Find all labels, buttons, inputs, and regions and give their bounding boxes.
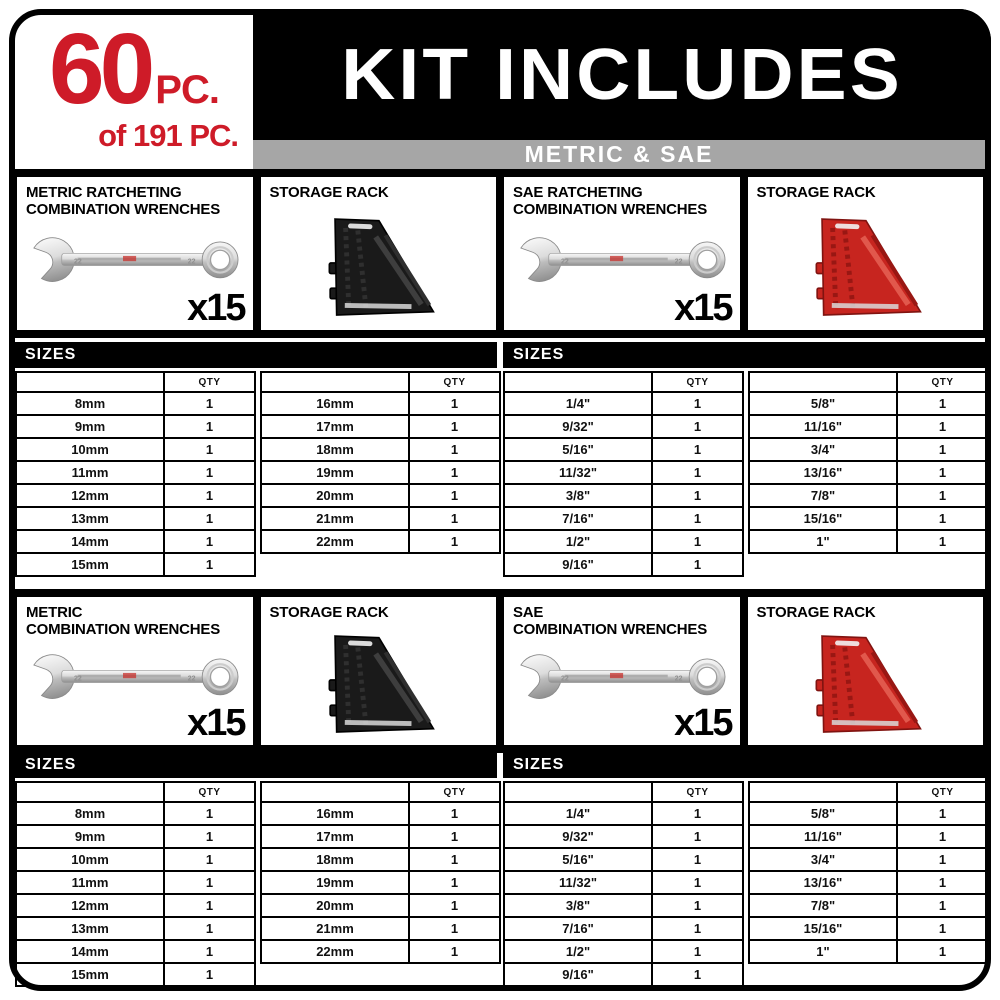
table-header-row [504, 782, 743, 802]
panel-title-line: SAE [513, 604, 544, 621]
size-row [749, 802, 988, 825]
sizes-header: SIZES [503, 752, 985, 778]
qty-cell: 1 [897, 940, 988, 963]
size-cell: 11/32" [504, 871, 652, 894]
qty-col-header: QTY [897, 782, 988, 802]
size-cell: 15mm [16, 553, 164, 576]
qty-cell: 1 [897, 438, 988, 461]
size-row [16, 917, 255, 940]
size-cell: 15/16" [749, 507, 897, 530]
product-panel-row [9, 169, 991, 338]
qty-cell: 1 [897, 392, 988, 415]
piece-count [49, 13, 219, 125]
size-row [749, 415, 988, 438]
table-header-row [16, 782, 255, 802]
panel-title [26, 605, 249, 638]
size-row [16, 484, 255, 507]
size-row [261, 530, 500, 553]
size-cell: 11/32" [504, 461, 652, 484]
qty-cell: 1 [164, 871, 255, 894]
qty-cell: 1 [409, 438, 500, 461]
size-cell: 7/8" [749, 484, 897, 507]
size-cell: 11mm [16, 871, 164, 894]
qty-cell: 1 [652, 802, 743, 825]
size-cell: 3/4" [749, 438, 897, 461]
svg-text:22: 22 [675, 257, 683, 265]
size-row [261, 484, 500, 507]
size-col-header [749, 782, 897, 802]
size-cell: 13mm [16, 507, 164, 530]
storage-rack-red-icon [796, 206, 934, 328]
combination-wrench-icon [512, 648, 731, 706]
size-cell: 17mm [261, 825, 409, 848]
size-row [749, 825, 988, 848]
size-row [261, 461, 500, 484]
size-row [16, 507, 255, 530]
qty-cell: 1 [409, 871, 500, 894]
qty-cell: 1 [897, 461, 988, 484]
size-row [261, 940, 500, 963]
sizes-group [15, 752, 497, 987]
qty-cell: 1 [409, 461, 500, 484]
qty-col-header: QTY [164, 782, 255, 802]
product-panel-row [9, 589, 991, 753]
size-cell: 9mm [16, 415, 164, 438]
combination-wrench-icon [25, 648, 244, 706]
size-cell: 20mm [261, 894, 409, 917]
sizes-table [15, 371, 256, 577]
size-cell: 14mm [16, 530, 164, 553]
sizes-subtables [503, 371, 985, 577]
qty-cell: 1 [164, 940, 255, 963]
size-cell: 9/32" [504, 415, 652, 438]
qty-cell: 1 [409, 392, 500, 415]
qty-cell: 1 [897, 848, 988, 871]
size-row [16, 848, 255, 871]
size-cell: 9/16" [504, 963, 652, 986]
quantity-label: x15 [187, 287, 245, 329]
size-row [749, 530, 988, 553]
size-row [504, 484, 743, 507]
qty-cell: 1 [652, 415, 743, 438]
qty-cell: 1 [897, 871, 988, 894]
svg-text:22: 22 [188, 257, 196, 265]
size-col-header [749, 372, 897, 392]
qty-cell: 1 [164, 894, 255, 917]
panel-title-line: STORAGE RACK [269, 604, 389, 621]
size-cell: 14mm [16, 940, 164, 963]
panel-title-line: SAE RATCHETING [513, 184, 643, 201]
product-panel [748, 597, 984, 745]
size-cell: 9/32" [504, 825, 652, 848]
size-row [504, 507, 743, 530]
size-cell: 11/16" [749, 825, 897, 848]
size-cell: 10mm [16, 438, 164, 461]
size-row [261, 848, 500, 871]
quantity-label: x15 [674, 287, 732, 329]
size-col-header [504, 782, 652, 802]
qty-cell: 1 [652, 871, 743, 894]
panel-title-line: STORAGE RACK [756, 184, 876, 201]
size-cell: 12mm [16, 484, 164, 507]
product-panel [504, 597, 740, 745]
qty-cell: 1 [409, 940, 500, 963]
size-row [504, 802, 743, 825]
metric-sae-label: METRIC & SAE [524, 141, 714, 167]
sizes-group [15, 342, 497, 577]
svg-text:22: 22 [74, 257, 83, 265]
size-row [504, 392, 743, 415]
size-cell: 5/16" [504, 848, 652, 871]
quantity-label: x15 [674, 702, 732, 744]
qty-cell: 1 [164, 802, 255, 825]
size-cell: 5/8" [749, 802, 897, 825]
svg-text:22: 22 [561, 257, 570, 265]
table-header-row [261, 782, 500, 802]
panel-title [513, 185, 736, 218]
size-col-header [16, 782, 164, 802]
size-cell: 22mm [261, 530, 409, 553]
size-cell: 1" [749, 530, 897, 553]
size-cell: 17mm [261, 415, 409, 438]
size-row [504, 940, 743, 963]
size-row [504, 553, 743, 576]
size-row [16, 802, 255, 825]
sizes-section [15, 752, 985, 987]
size-row [504, 871, 743, 894]
svg-text:22: 22 [188, 675, 196, 683]
qty-cell: 1 [164, 484, 255, 507]
size-row [504, 917, 743, 940]
size-cell: 3/4" [749, 848, 897, 871]
qty-cell: 1 [409, 802, 500, 825]
size-row [504, 461, 743, 484]
size-row [504, 415, 743, 438]
size-row [261, 415, 500, 438]
qty-cell: 1 [652, 484, 743, 507]
panel-title-line: COMBINATION WRENCHES [26, 200, 221, 218]
size-cell: 15mm [16, 963, 164, 986]
qty-col-header: QTY [652, 782, 743, 802]
qty-cell: 1 [409, 894, 500, 917]
qty-cell: 1 [652, 530, 743, 553]
panel-title-line: METRIC RATCHETING [26, 184, 182, 201]
size-cell: 1/4" [504, 392, 652, 415]
size-cell: 21mm [261, 507, 409, 530]
size-cell: 19mm [261, 461, 409, 484]
panel-title-line: COMBINATION WRENCHES [26, 620, 221, 638]
size-row [504, 848, 743, 871]
sizes-header: SIZES [503, 342, 985, 368]
qty-cell: 1 [897, 530, 988, 553]
size-row [749, 438, 988, 461]
size-row [16, 963, 255, 986]
table-header-row [261, 372, 500, 392]
size-row [16, 530, 255, 553]
size-col-header [261, 372, 409, 392]
panel-title [513, 605, 736, 638]
product-panel [504, 177, 740, 330]
qty-cell: 1 [164, 917, 255, 940]
product-panel [261, 597, 497, 745]
qty-cell: 1 [409, 848, 500, 871]
qty-cell: 1 [652, 917, 743, 940]
sizes-table [748, 781, 989, 964]
size-row [261, 917, 500, 940]
svg-text:22: 22 [74, 675, 83, 683]
svg-text:22: 22 [561, 675, 570, 683]
size-row [504, 530, 743, 553]
qty-cell: 1 [409, 415, 500, 438]
size-cell: 5/8" [749, 392, 897, 415]
size-cell: 9mm [16, 825, 164, 848]
qty-cell: 1 [164, 392, 255, 415]
qty-cell: 1 [164, 963, 255, 986]
quantity-label: x15 [187, 702, 245, 744]
size-cell: 9/16" [504, 553, 652, 576]
size-row [749, 507, 988, 530]
product-panel [17, 597, 253, 745]
size-row [261, 438, 500, 461]
table-header-row [749, 372, 988, 392]
qty-cell: 1 [652, 438, 743, 461]
qty-cell: 1 [409, 484, 500, 507]
size-cell: 1/2" [504, 940, 652, 963]
sizes-table [260, 371, 501, 554]
sizes-subtables [15, 781, 497, 987]
size-row [504, 894, 743, 917]
size-cell: 3/8" [504, 484, 652, 507]
size-cell: 13/16" [749, 871, 897, 894]
size-cell: 10mm [16, 848, 164, 871]
storage-rack-red-icon [796, 623, 934, 745]
size-row [261, 894, 500, 917]
qty-cell: 1 [897, 484, 988, 507]
size-row [261, 507, 500, 530]
size-cell: 7/16" [504, 917, 652, 940]
qty-cell: 1 [164, 848, 255, 871]
size-cell: 1/2" [504, 530, 652, 553]
size-row [16, 392, 255, 415]
size-col-header [261, 782, 409, 802]
size-row [16, 825, 255, 848]
panel-title-line: COMBINATION WRENCHES [513, 200, 708, 218]
sizes-group [503, 342, 985, 577]
qty-cell: 1 [897, 415, 988, 438]
qty-cell: 1 [652, 553, 743, 576]
sizes-header: SIZES [15, 342, 497, 368]
sizes-group [503, 752, 985, 987]
size-cell: 21mm [261, 917, 409, 940]
qty-cell: 1 [164, 461, 255, 484]
qty-cell: 1 [409, 917, 500, 940]
size-row [261, 802, 500, 825]
combination-wrench-icon [512, 231, 731, 289]
sizes-subtables [15, 371, 497, 577]
size-row [749, 461, 988, 484]
size-cell: 5/16" [504, 438, 652, 461]
metric-sae-band [253, 140, 985, 169]
qty-cell: 1 [409, 530, 500, 553]
panel-title-line: COMBINATION WRENCHES [513, 620, 708, 638]
qty-cell: 1 [652, 507, 743, 530]
qty-cell: 1 [164, 553, 255, 576]
size-row [261, 825, 500, 848]
size-cell: 8mm [16, 802, 164, 825]
qty-col-header: QTY [652, 372, 743, 392]
size-row [16, 438, 255, 461]
qty-cell: 1 [897, 894, 988, 917]
product-panel [748, 177, 984, 330]
piece-count-badge [16, 15, 252, 167]
size-row [749, 848, 988, 871]
svg-text:22: 22 [675, 675, 683, 683]
size-row [749, 894, 988, 917]
table-header-row [749, 782, 988, 802]
qty-cell: 1 [897, 825, 988, 848]
sizes-section [15, 342, 985, 577]
panel-title-line: STORAGE RACK [756, 604, 876, 621]
size-col-header [16, 372, 164, 392]
size-row [749, 871, 988, 894]
sizes-header: SIZES [15, 752, 497, 778]
size-cell: 13mm [16, 917, 164, 940]
page-title: KIT INCLUDES [341, 34, 903, 115]
size-row [16, 415, 255, 438]
size-cell: 11/16" [749, 415, 897, 438]
qty-col-header: QTY [409, 782, 500, 802]
table-header-row [504, 372, 743, 392]
size-cell: 18mm [261, 848, 409, 871]
size-cell: 18mm [261, 438, 409, 461]
sizes-table [748, 371, 989, 554]
size-row [749, 917, 988, 940]
size-cell: 11mm [16, 461, 164, 484]
panel-title [270, 605, 493, 622]
size-cell: 7/8" [749, 894, 897, 917]
qty-cell: 1 [652, 940, 743, 963]
panel-title-line: STORAGE RACK [269, 184, 389, 201]
panel-title [26, 185, 249, 218]
size-cell: 7/16" [504, 507, 652, 530]
size-row [261, 871, 500, 894]
size-col-header [504, 372, 652, 392]
qty-cell: 1 [652, 848, 743, 871]
size-row [504, 438, 743, 461]
size-cell: 20mm [261, 484, 409, 507]
sizes-table [260, 781, 501, 964]
qty-cell: 1 [164, 438, 255, 461]
size-row [504, 963, 743, 986]
qty-cell: 1 [897, 917, 988, 940]
size-row [16, 940, 255, 963]
size-row [16, 871, 255, 894]
qty-cell: 1 [164, 415, 255, 438]
size-cell: 3/8" [504, 894, 652, 917]
product-panel [17, 177, 253, 330]
size-cell: 16mm [261, 392, 409, 415]
size-cell: 8mm [16, 392, 164, 415]
sizes-table [503, 781, 744, 987]
size-cell: 13/16" [749, 461, 897, 484]
size-cell: 16mm [261, 802, 409, 825]
size-cell: 1" [749, 940, 897, 963]
panel-title [757, 185, 980, 202]
qty-cell: 1 [652, 894, 743, 917]
piece-count-number: 60 [49, 13, 151, 125]
qty-cell: 1 [164, 507, 255, 530]
qty-cell: 1 [897, 507, 988, 530]
size-row [749, 484, 988, 507]
size-cell: 15/16" [749, 917, 897, 940]
size-cell: 12mm [16, 894, 164, 917]
qty-col-header: QTY [897, 372, 988, 392]
piece-count-of-total: of 191 PC. [98, 118, 238, 153]
sizes-subtables [503, 781, 985, 987]
size-cell: 19mm [261, 871, 409, 894]
size-row [16, 553, 255, 576]
panel-title [270, 185, 493, 202]
sizes-table [503, 371, 744, 577]
panel-title [757, 605, 980, 622]
qty-col-header: QTY [164, 372, 255, 392]
size-row [749, 392, 988, 415]
qty-cell: 1 [409, 825, 500, 848]
table-header-row [16, 372, 255, 392]
qty-cell: 1 [164, 530, 255, 553]
sizes-table [15, 781, 256, 987]
qty-col-header: QTY [409, 372, 500, 392]
piece-count-unit: PC. [155, 68, 219, 112]
qty-cell: 1 [897, 802, 988, 825]
size-row [261, 392, 500, 415]
qty-cell: 1 [652, 825, 743, 848]
header-block [253, 9, 991, 140]
combination-wrench-icon [25, 231, 244, 289]
qty-cell: 1 [652, 461, 743, 484]
qty-cell: 1 [652, 963, 743, 986]
size-row [16, 461, 255, 484]
size-row [504, 825, 743, 848]
storage-rack-black-icon [309, 206, 447, 328]
size-cell: 1/4" [504, 802, 652, 825]
storage-rack-black-icon [309, 623, 447, 745]
qty-cell: 1 [164, 825, 255, 848]
size-cell: 22mm [261, 940, 409, 963]
product-panel [261, 177, 497, 330]
panel-title-line: METRIC [26, 604, 83, 621]
size-row [16, 894, 255, 917]
qty-cell: 1 [652, 392, 743, 415]
size-row [749, 940, 988, 963]
qty-cell: 1 [409, 507, 500, 530]
